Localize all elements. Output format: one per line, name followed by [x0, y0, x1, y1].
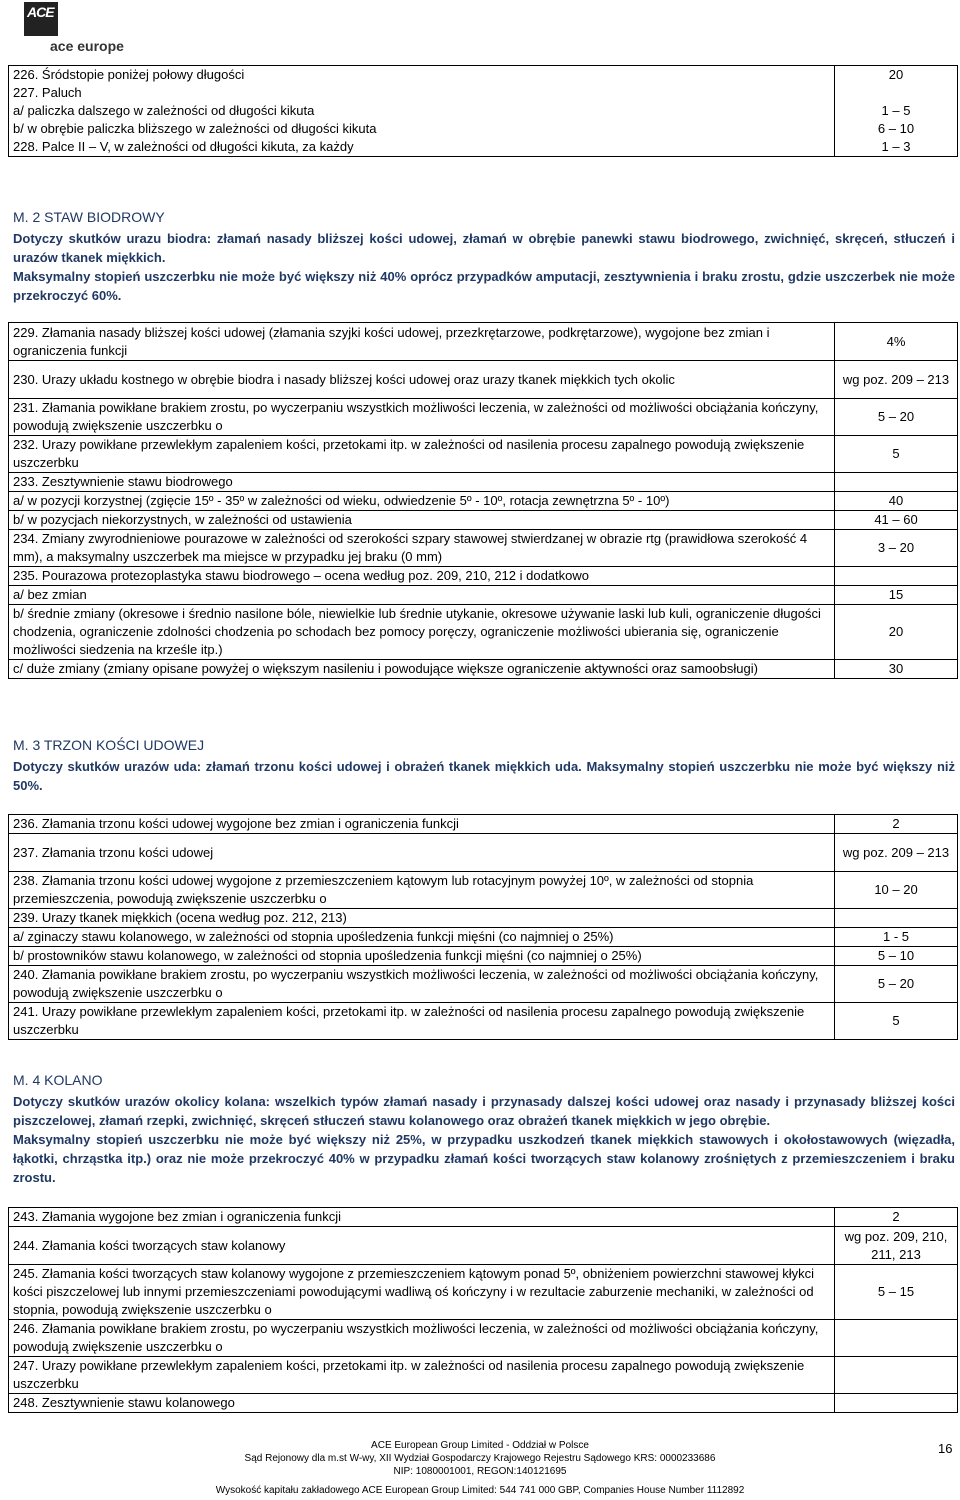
section-heading: M. 4 KOLANO — [13, 1072, 103, 1088]
row-value: 15 — [835, 586, 958, 605]
table-row — [9, 605, 958, 660]
table-row — [9, 473, 958, 492]
row-value — [835, 84, 958, 102]
row-value: wg poz. 209 – 213 — [835, 834, 958, 872]
table-row — [9, 492, 958, 511]
row-value — [835, 1394, 958, 1413]
table-row — [9, 102, 958, 120]
row-text: 228. Palce II – V, w zależności od długości kikuta, za każdy — [9, 138, 835, 157]
table-row — [9, 1003, 958, 1040]
row-value: 41 – 60 — [835, 511, 958, 530]
table-row — [9, 947, 958, 966]
row-text: 227. Paluch — [9, 84, 835, 102]
row-value: 20 — [835, 605, 958, 660]
table-row — [9, 138, 958, 157]
footer-court: Sąd Rejonowy dla m.st W-wy, XII Wydział Gospodarczy Krajowego Rejestru Sądowego KRS: 0000233686 — [244, 1453, 716, 1464]
table-hip — [8, 322, 958, 679]
row-text: 226. Śródstopie poniżej połowy długości — [9, 66, 835, 85]
row-text: 234. Zmiany zwyrodnieniowe pourazowe w zależności od szerokości szpary stawowej stwierdzanej w obrazie rtg (prawidłowa szerokość 4 mm), a maksymalny uszczerbek ma miejsce w przypadku jej braku (0 mm) — [9, 530, 835, 567]
row-text: 232. Urazy powikłane przewlekłym zapaleniem kości, przetokami itp. w zależności od nasilenia procesu zapalnego powodują zwiększenie uszczerbku — [9, 436, 835, 473]
table-row — [9, 120, 958, 138]
section-heading: M. 2 STAW BIODROWY — [13, 209, 165, 225]
row-value: 3 – 20 — [835, 530, 958, 567]
section-description: Dotyczy skutków urazów uda: złamań trzonu kości udowej i obrażeń tkanek miękkich uda. Maksymalny stopień uszczerbku nie może być większy niż 50%. — [13, 759, 955, 793]
section-m3 — [13, 736, 955, 795]
table-row — [9, 1320, 958, 1357]
row-value — [835, 909, 958, 928]
row-text: b/ w pozycjach niekorzystnych, w zależności od ustawienia — [9, 511, 835, 530]
row-text: 230. Urazy układu kostnego w obrębie biodra i nasady bliższej kości udowej oraz urazy tkanek miękkich tych okolic — [9, 361, 835, 399]
row-text: a/ zginaczy stawu kolanowego, w zależności od stopnia upośledzenia funkcji mięśni (co najmniej o 25%) — [9, 928, 835, 947]
row-value: 5 – 20 — [835, 966, 958, 1003]
row-value: wg poz. 209 – 213 — [835, 361, 958, 399]
row-value: 5 – 10 — [835, 947, 958, 966]
table-row — [9, 567, 958, 586]
page-number: 16 — [938, 1441, 953, 1456]
row-value — [835, 1320, 958, 1357]
row-value: 5 — [835, 1003, 958, 1040]
table-row — [9, 84, 958, 102]
row-text: a/ w pozycji korzystnej (zgięcie 15º - 35º w zależności od wieku, odwiedzenie 5º - 10º, rotacja zewnętrzna 5º - 10º) — [9, 492, 835, 511]
row-value: 4% — [835, 323, 958, 361]
row-value: 6 – 10 — [835, 120, 958, 138]
section-description: Dotyczy skutków urazów okolicy kolana: wszelkich typów złamań nasady i przynasady dalszej kości udowej oraz nasady i przynasady bliższej kości piszczelowej, złamań rzepki, zwichnięć, skręceń stłuczeń stawu kolanowego oraz obrażeń tkanek miękkich w jego obrębie. — [13, 1094, 955, 1128]
table-row — [9, 1208, 958, 1227]
row-text: 238. Złamania trzonu kości udowej wygojone z przemieszczeniem kątowym lub rotacyjnym powyżej 10º, w zależności od stopnia przemieszczenia, powodują zwiększenie uszczerbku o — [9, 872, 835, 909]
table-row — [9, 928, 958, 947]
table-row — [9, 399, 958, 436]
table-row — [9, 530, 958, 567]
table-row — [9, 511, 958, 530]
table-row — [9, 323, 958, 361]
table-row — [9, 66, 958, 85]
row-text: b/ prostowników stawu kolanowego, w zależności od stopnia upośledzenia funkcji mięśni (co najmniej o 25%) — [9, 947, 835, 966]
footer-capital: Wysokość kapitału zakładowego ACE European Group Limited: 544 741 000 GBP, Companies House Number 1112892 — [215, 1485, 745, 1496]
table-row — [9, 1227, 958, 1265]
section-m2 — [13, 208, 955, 305]
row-text: 239. Urazy tkanek miękkich (ocena według poz. 212, 213) — [9, 909, 835, 928]
row-text: 235. Pourazowa protezoplastyka stawu biodrowego – ocena według poz. 209, 210, 212 i dodatkowo — [9, 567, 835, 586]
row-text: 247. Urazy powikłane przewlekłym zapaleniem kości, przetokami itp. w zależności od nasilenia procesu zapalnego powodują zwiększenie uszczerbku — [9, 1357, 835, 1394]
row-value: 2 — [835, 1208, 958, 1227]
row-text: 241. Urazy powikłane przewlekłym zapaleniem kości, przetokami itp. w zależności od nasilenia procesu zapalnego powodują zwiększenie uszczerbku — [9, 1003, 835, 1040]
footer-tax: NIP: 1080001001, REGON:140121695 — [393, 1466, 567, 1477]
table-row — [9, 872, 958, 909]
row-value: 10 – 20 — [835, 872, 958, 909]
row-text: b/ w obrębie paliczka bliższego w zależności od długości kikuta — [9, 120, 835, 138]
row-value: 5 – 20 — [835, 399, 958, 436]
table-row — [9, 909, 958, 928]
section-description: Maksymalny stopień uszczerbku nie może być większy niż 40% oprócz przypadków amputacji, zesztywnienia i braku zrostu, gdzie uszczerbek nie może przekroczyć 60%. — [13, 269, 955, 303]
row-text: a/ bez zmian — [9, 586, 835, 605]
table-femur — [8, 814, 958, 1040]
table-row — [9, 966, 958, 1003]
row-value: 40 — [835, 492, 958, 511]
row-value: 2 — [835, 815, 958, 834]
row-text: 246. Złamania powikłane brakiem zrostu, po wyczerpaniu wszystkich możliwości leczenia, w zależności od możliwości obciążania kończyny, powodują zwiększenie uszczerbku o — [9, 1320, 835, 1357]
footer-company: ACE European Group Limited - Oddział w Polsce — [371, 1440, 589, 1451]
table-row — [9, 1357, 958, 1394]
row-text: 237. Złamania trzonu kości udowej — [9, 834, 835, 872]
row-text: 231. Złamania powikłane brakiem zrostu, po wyczerpaniu wszystkich możliwości leczenia, w zależności od możliwości obciążania kończyny, powodują zwiększenie uszczerbku o — [9, 399, 835, 436]
table-row — [9, 1394, 958, 1413]
row-text: 236. Złamania trzonu kości udowej wygojone bez zmian i ograniczenia funkcji — [9, 815, 835, 834]
row-text: 244. Złamania kości tworzących staw kolanowy — [9, 1227, 835, 1265]
section-description: Dotyczy skutków urazu biodra: złamań nasady bliższej kości udowej, złamań w obrębie panewki stawu biodrowego, zwichnięć, skręceń, stłuczeń i urazów tkanek miękkich. — [13, 231, 955, 265]
table-row — [9, 436, 958, 473]
ace-logo-mark-icon: ACE — [24, 2, 58, 36]
row-text: 248. Zesztywnienie stawu kolanowego — [9, 1394, 835, 1413]
table-row — [9, 1265, 958, 1320]
row-value — [835, 567, 958, 586]
table-row — [9, 834, 958, 872]
row-text: c/ duże zmiany (zmiany opisane powyżej o większym nasileniu i powodujące większe ograniczenie aktywności oraz samoobsługi) — [9, 660, 835, 679]
logo-text: ace europe — [50, 38, 124, 54]
row-value — [835, 1357, 958, 1394]
row-value: 1 - 5 — [835, 928, 958, 947]
row-value: 20 — [835, 66, 958, 85]
section-description: Maksymalny stopień uszczerbku nie może być większy niż 25%, w przypadku uszkodzeń tkanek miękkich stawowych i okołostawowych (więzadła, łąkotki, chrząstka itp.) oraz nie może przekroczyć 40% w przypadku złamań kości tworzących staw kolanowy zrośniętych z przemieszczeniem i braku zrostu. — [13, 1132, 955, 1185]
row-text: b/ średnie zmiany (okresowe i średnio nasilone bóle, niewielkie lub średnie utykanie, okresowe używanie laski lub kuli, ograniczenie długości chodzenia, ograniczenie zdolności chodzenia po schodach bez pomocy poręczy, ograniczenie możliwości ubierania się, ograniczenie możliwości siedzenia na krześle itp.) — [9, 605, 835, 660]
row-value: wg poz. 209, 210, 211, 213 — [835, 1227, 958, 1265]
row-text: 233. Zesztywnienie stawu biodrowego — [9, 473, 835, 492]
ace-europe-logo — [24, 2, 134, 54]
table-row — [9, 361, 958, 399]
row-value: 1 – 3 — [835, 138, 958, 157]
row-text: 229. Złamania nasady bliższej kości udowej (złamania szyjki kości udowej, przezkrętarzowe, podkrętarzowe), wygojone bez zmian i ograniczenia funkcji — [9, 323, 835, 361]
table-row — [9, 660, 958, 679]
table-row — [9, 815, 958, 834]
row-text: a/ paliczka dalszego w zależności od długości kikuta — [9, 102, 835, 120]
table-foot — [8, 65, 958, 157]
table-row — [9, 586, 958, 605]
row-value: 5 – 15 — [835, 1265, 958, 1320]
row-value: 30 — [835, 660, 958, 679]
row-text: 245. Złamania kości tworzących staw kolanowy wygojone z przemieszczeniem kątowym ponad 5º, obniżeniem powierzchni stawowej kłykci kości piszczelowej lub innymi przemieszczeniami powodującymi wadliwą oś kończyny i w rezultacie zaburzenie mechaniki, w zależności od stopnia, powodują zwiększenie uszczerbku o — [9, 1265, 835, 1320]
row-value — [835, 473, 958, 492]
row-text: 243. Złamania wygojone bez zmian i ograniczenia funkcji — [9, 1208, 835, 1227]
section-heading: M. 3 TRZON KOŚCI UDOWEJ — [13, 737, 205, 753]
row-value: 1 – 5 — [835, 102, 958, 120]
table-knee — [8, 1207, 958, 1413]
section-m4 — [13, 1071, 955, 1187]
row-text: 240. Złamania powikłane brakiem zrostu, po wyczerpaniu wszystkich możliwości leczenia, w zależności od możliwości obciążania kończyny, powodują zwiększenie uszczerbku o — [9, 966, 835, 1003]
row-value: 5 — [835, 436, 958, 473]
